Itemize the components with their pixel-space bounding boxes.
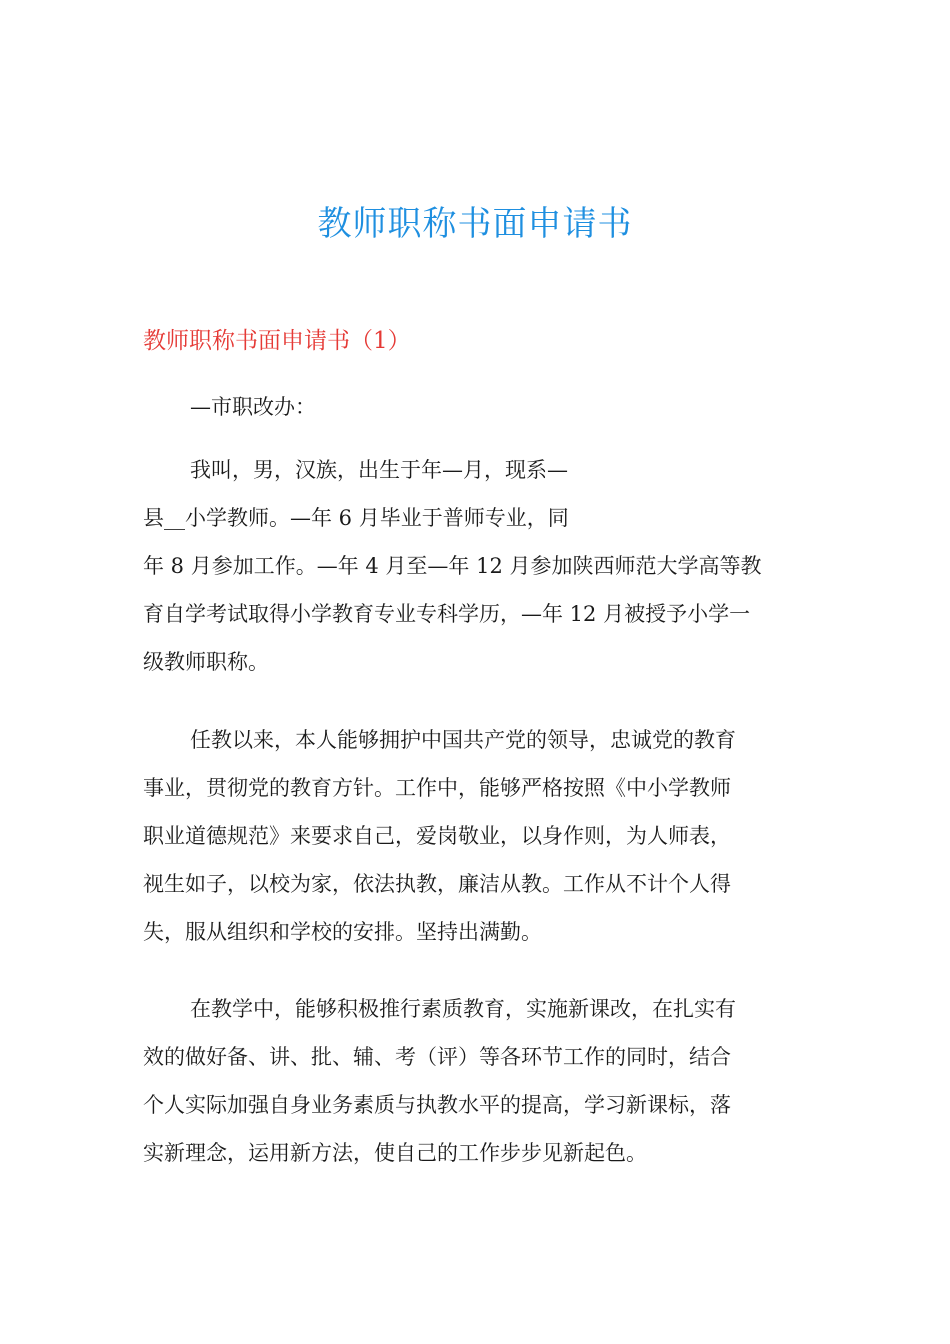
- section-heading: 教师职称书面申请书（1）: [143, 328, 411, 354]
- paragraph-line: 失，服从组织和学校的安排。坚持出满勤。: [143, 920, 542, 944]
- paragraph-line: 育自学考试取得小学教育专业专科学历，—年 12 月被授予小学一: [143, 602, 751, 626]
- paragraph-teaching: [143, 985, 823, 1177]
- paragraph-line: 级教师职称。: [143, 650, 269, 674]
- paragraph-line: 年 8 月参加工作。—年 4 月至—年 12 月参加陕西师范大学高等教: [143, 554, 762, 578]
- paragraph-line: 实新理念，运用新方法，使自己的工作步步见新起色。: [143, 1141, 647, 1165]
- paragraph-line: 任教以来，本人能够拥护中国共产党的领导，忠诚党的教育: [190, 728, 736, 752]
- paragraph-line: 在教学中，能够积极推行素质教育，实施新课改，在扎实有: [190, 997, 736, 1021]
- salutation: —市职改办：: [190, 395, 316, 419]
- paragraph-line: 事业，贯彻党的教育方针。工作中，能够严格按照《中小学教师: [143, 776, 731, 800]
- paragraph-conduct: [143, 716, 823, 956]
- paragraph-line: 效的做好备、讲、批、辅、考（评）等各环节工作的同时，结合: [143, 1045, 731, 1069]
- paragraph-background: [143, 446, 823, 686]
- paragraph-line: 县__小学教师。—年 6 月毕业于普师专业，同: [143, 506, 569, 530]
- paragraph-line: 职业道德规范》来要求自己，爱岗敬业，以身作则，为人师表，: [143, 824, 731, 848]
- document-title: 教师职称书面申请书: [317, 204, 633, 244]
- paragraph-line: 我叫，男，汉族，出生于年—月，现系—: [190, 458, 568, 482]
- paragraph-line: 视生如子，以校为家，依法执教，廉洁从教。工作从不计个人得: [143, 872, 731, 896]
- paragraph-line: 个人实际加强自身业务素质与执教水平的提高，学习新课标，落: [143, 1093, 731, 1117]
